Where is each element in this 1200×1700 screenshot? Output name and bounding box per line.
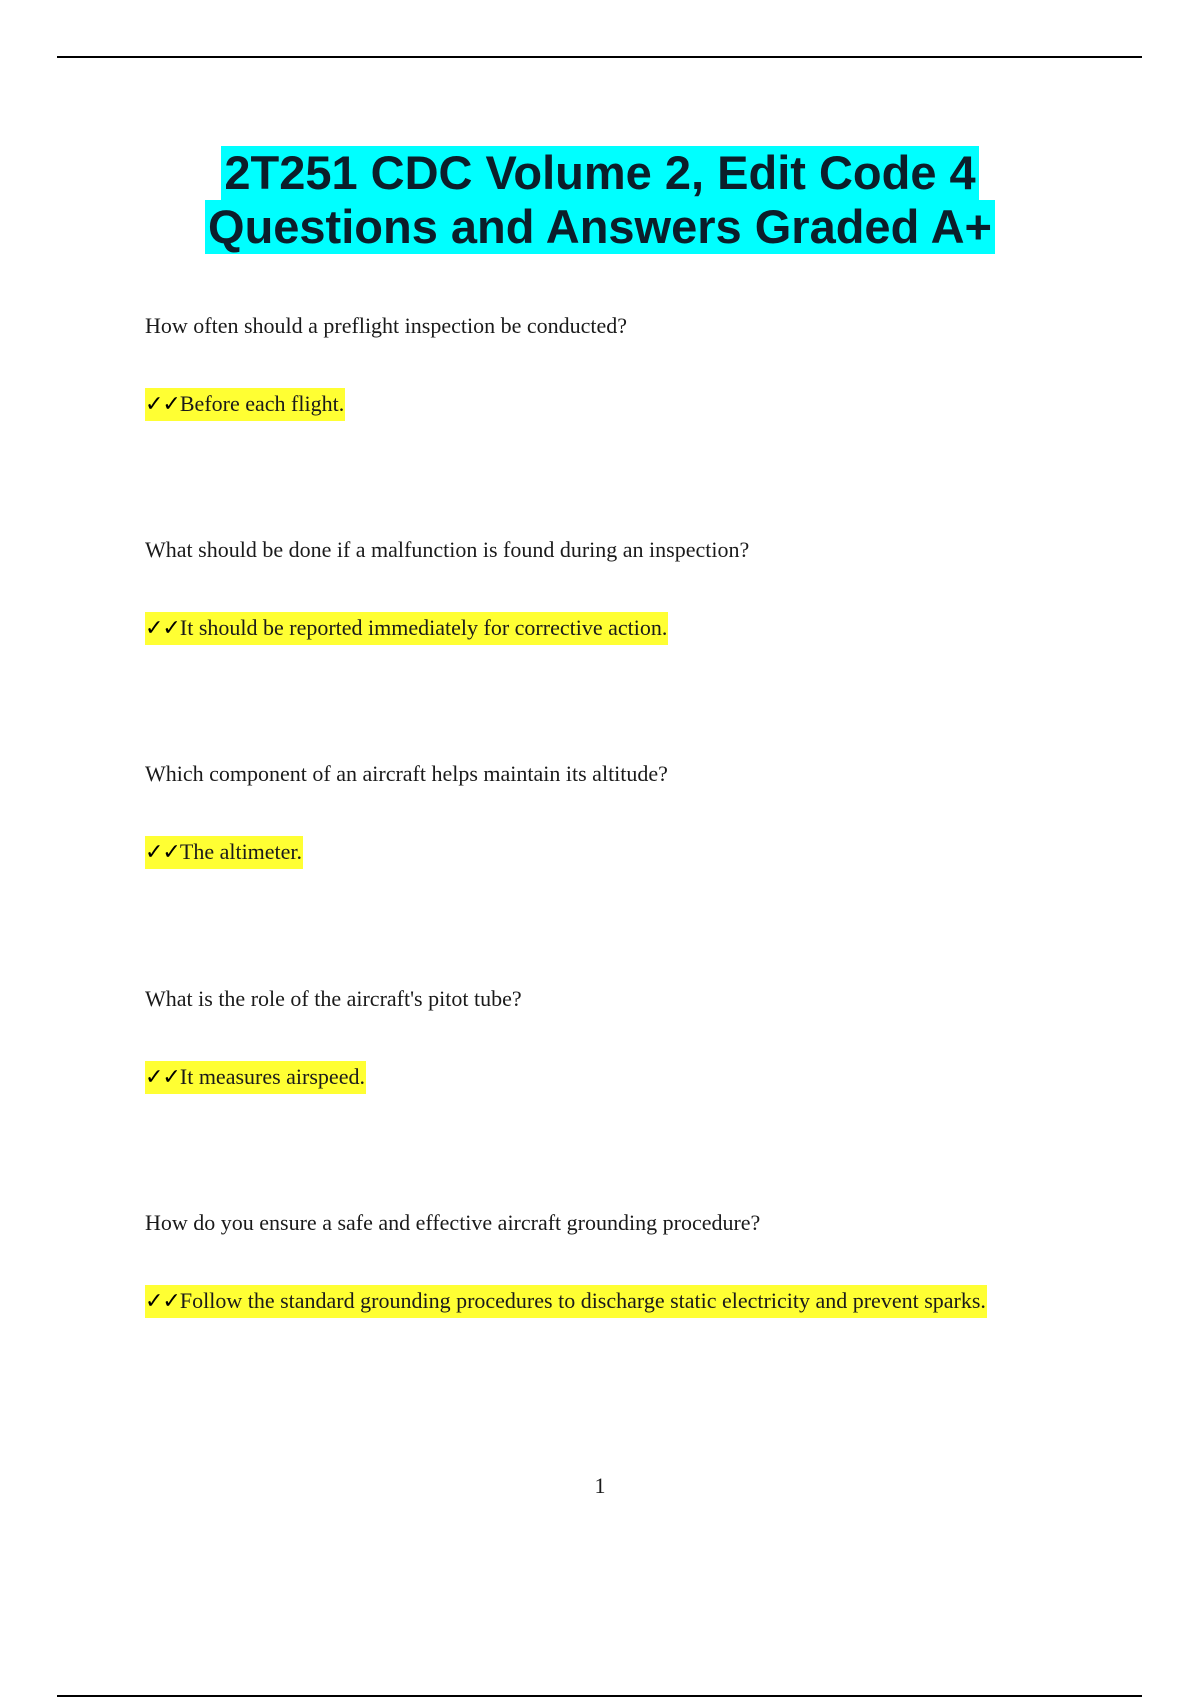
- question-text: How do you ensure a safe and effective aircraft grounding procedure?: [145, 1210, 761, 1235]
- answer-label: Before each flight.: [179, 391, 345, 416]
- answer-label: Follow the standard grounding procedures to discharge static electricity and prevent sparks.: [179, 1288, 986, 1313]
- check-mark-icon: ✓✓: [145, 1065, 180, 1090]
- answer-text: [145, 612, 668, 645]
- answer-text: [145, 836, 303, 869]
- page-number: 1: [594, 1473, 606, 1498]
- check-mark-icon: ✓✓: [145, 616, 180, 641]
- answer-label: It should be reported immediately for corrective action.: [179, 615, 668, 640]
- check-mark-icon: ✓✓: [145, 1289, 180, 1314]
- title-line-2: Questions and Answers Graded A+: [205, 200, 995, 254]
- question-text: What should be done if a malfunction is found during an inspection?: [145, 537, 750, 562]
- document-title: [0, 146, 1200, 254]
- check-mark-icon: ✓✓: [145, 392, 180, 417]
- check-mark-icon: ✓✓: [145, 840, 180, 865]
- answer-text: [145, 1061, 366, 1094]
- top-rule: [57, 56, 1142, 58]
- title-line-1: 2T251 CDC Volume 2, Edit Code 4: [221, 146, 978, 200]
- answer-label: The altimeter.: [179, 839, 303, 864]
- answer-text: [145, 1285, 987, 1318]
- answer-label: It measures airspeed.: [179, 1064, 365, 1089]
- question-text: What is the role of the aircraft's pitot tube?: [145, 986, 522, 1011]
- answer-text: [145, 388, 345, 421]
- question-text: Which component of an aircraft helps maintain its altitude?: [145, 761, 668, 786]
- bottom-rule: [57, 1695, 1142, 1697]
- question-text: How often should a preflight inspection be conducted?: [145, 313, 628, 338]
